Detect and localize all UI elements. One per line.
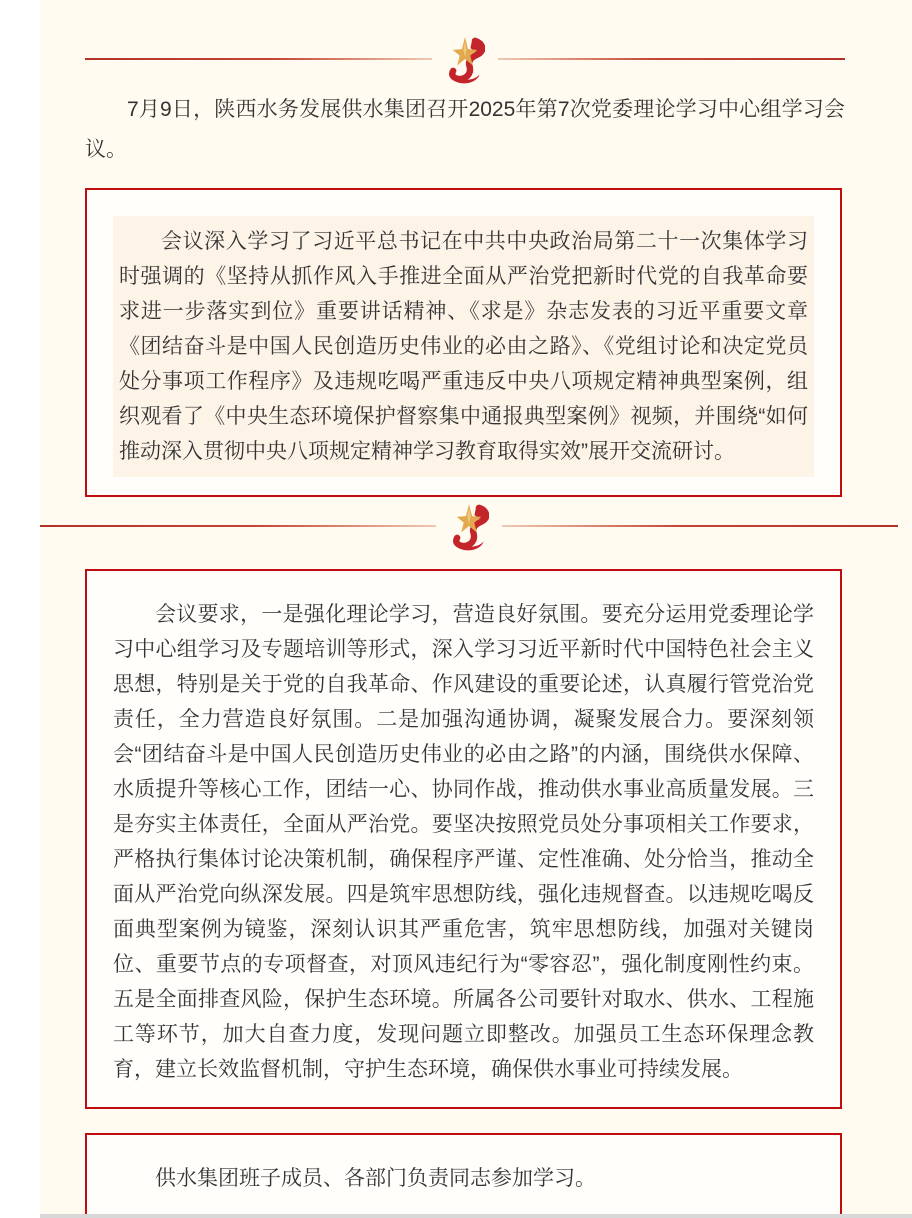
star-ribbon-icon xyxy=(445,34,485,84)
meeting-requirements-box xyxy=(85,569,842,1109)
decorative-divider-top xyxy=(85,34,845,84)
divider-line-right xyxy=(498,58,845,60)
study-content-paragraph: 会议深入学习了习近平总书记在中共中央政治局第二十一次集体学习时强调的《坚持从抓作风入手推进全面从严治党把新时代党的自我革命要求进一步落实到位》重要讲话精神、《求是》杂志发表的习近平重要文章《团结奋斗是中国人民创造历史伟业的必由之路》、《党组讨论和决定党员处分事项工作程序》及违规吃喝严重违反中央八项规定精神典型案例，组织观看了《中央生态环境保护督察集中通报典型案例》视频，并围绕“如何推动深入贯彻中央八项规定精神学习教育取得实效”展开交流研讨。 xyxy=(119,230,808,463)
decorative-divider-middle xyxy=(40,501,898,551)
star-ribbon-icon xyxy=(449,501,489,551)
intro-paragraph: 7月9日，陕西水务发展供水集团召开2025年第7次党委理论学习中心组学习会议。 xyxy=(85,98,845,161)
study-content-box xyxy=(85,188,842,497)
bottom-edge-strip xyxy=(40,1214,912,1218)
attendees-paragraph: 供水集团班子成员、各部门负责同志参加学习。 xyxy=(155,1167,596,1190)
meeting-requirements-paragraph: 会议要求，一是强化理论学习，营造良好氛围。要充分运用党委理论学习中心组学习及专题培训等形式，深入学习习近平新时代中国特色社会主义思想，特别是关于党的自我革命、作风建设的重要论述，认真履行管党治党责任，全力营造良好氛围。二是加强沟通协调，凝聚发展合力。要深刻领会“团结奋斗是中国人民创造历史伟业的必由之路”的内涵，围绕供水保障、水质提升等核心工作，团结一心、协同作战，推动供水事业高质量发展。三是夯实主体责任，全面从严治党。要坚决按照党员处分事项相关工作要求，严格执行集体讨论决策机制，确保程序严谨、定性准确、处分恰当，推动全面从严治党向纵深发展。四是筑牢思想防线，强化违规督查。以违规吃喝反面典型案例为镜鉴，深刻认识其严重危害，筑牢思想防线，加强对关键岗位、重要节点的专项督查，对顶风违纪行为“零容忍”，强化制度刚性约束。五是全面排查风险，保护生态环境。所属各公司要针对取水、供水、工程施工等环节，加大自查力度，发现问题立即整改。加强员工生态环保理念教育，建立长效监督机制，守护生态环境，确保供水事业可持续发展。 xyxy=(113,603,814,1081)
divider-line-left xyxy=(85,58,432,60)
divider-line-left xyxy=(40,525,436,527)
divider-line-right xyxy=(502,525,898,527)
highlighted-text-block xyxy=(113,216,814,477)
article-canvas xyxy=(40,0,912,1218)
attendees-box xyxy=(85,1133,842,1218)
